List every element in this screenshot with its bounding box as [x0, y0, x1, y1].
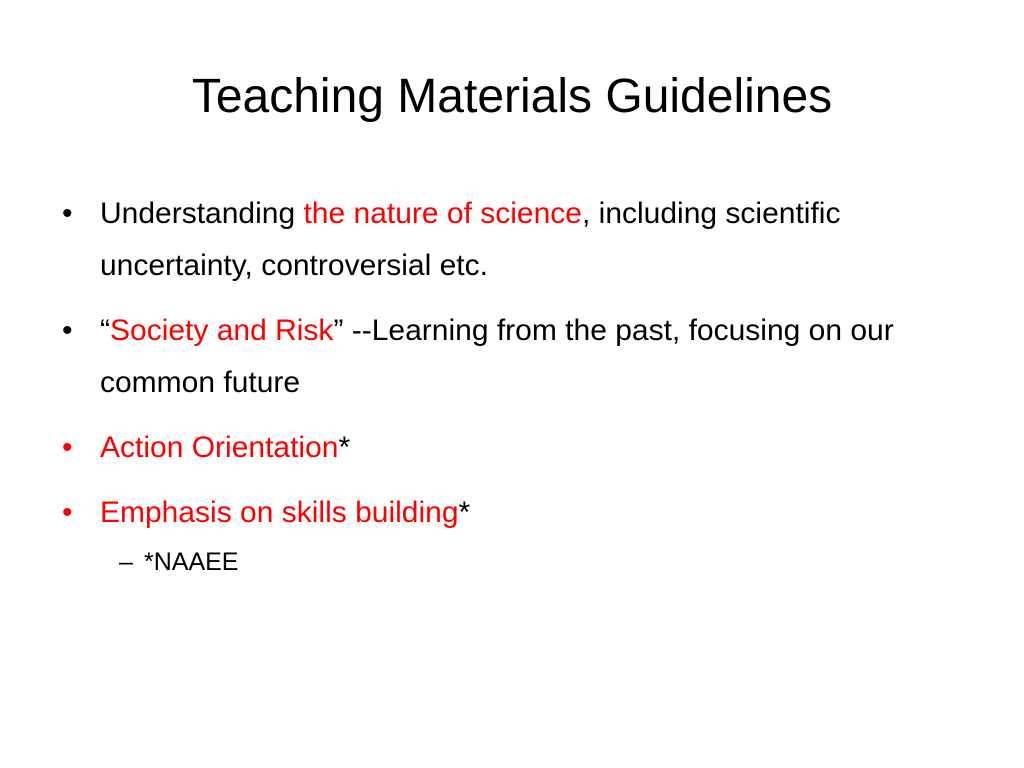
sub-bullet-text: *NAAEE [144, 548, 239, 576]
slide-content [62, 188, 974, 580]
bullet-text-before: Understanding [100, 197, 304, 230]
bullet-icon: • [62, 496, 73, 529]
slide-title: Teaching Materials Guidelines [191, 70, 833, 123]
bullet-text-before: “ [100, 314, 110, 347]
bullet-text-after: * [458, 496, 471, 529]
bullet-item-skills-building [62, 487, 974, 539]
bullet-text-highlight: the nature of science [303, 197, 582, 230]
bullet-text-highlight: Action Orientation [100, 431, 339, 464]
dash-icon: – [119, 548, 133, 576]
sub-bullet-naaee [62, 544, 974, 580]
bullet-text-highlight: Emphasis on skills building [100, 496, 459, 529]
bullet-text-after: , including scientific uncertainty, controversial etc. [100, 197, 841, 282]
bullet-icon: • [62, 314, 73, 347]
bullet-icon: • [62, 431, 73, 464]
bullet-text-after: * [338, 431, 351, 464]
bullet-text-highlight: Society and Risk [110, 314, 334, 347]
bullet-item-society-and-risk [62, 305, 974, 409]
bullet-icon: • [62, 197, 73, 230]
bullet-item-action-orientation [62, 422, 974, 474]
bullet-text-after: ” --Learning from the past, focusing on our common future [100, 314, 894, 399]
bullet-item-nature-of-science [62, 188, 974, 292]
